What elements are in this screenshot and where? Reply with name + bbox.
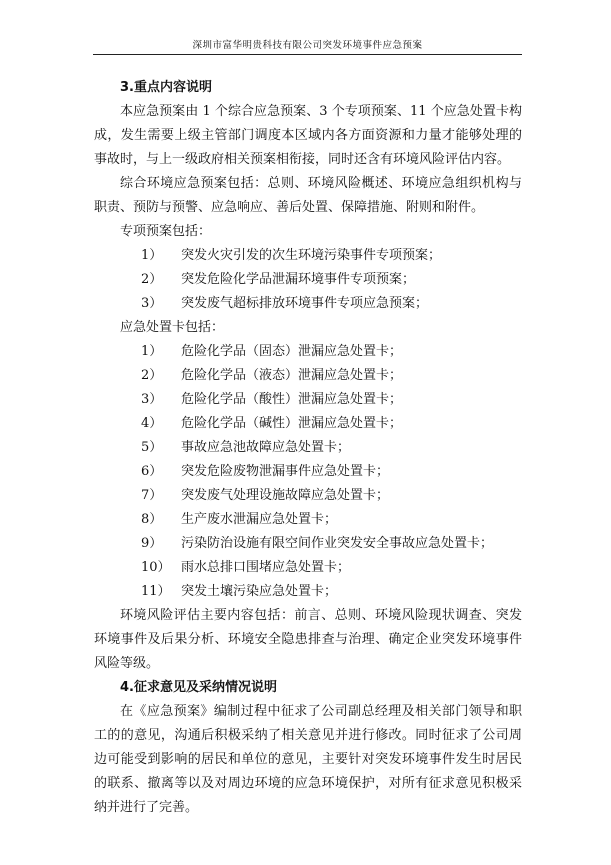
page-header: 深圳市富华明贵科技有限公司突发环境事件应急预案 [93,37,522,55]
response-card-item [94,412,522,436]
section-4-paragraph-1: 在《应急预案》编制过程中征求了公司副总经理及相关部门领导和职工的的意见，沟通后积极采纳了相关意见并进行修改。同时征求了公司周边可能受到影响的居民和单位的意见，主要针对突发环境事件发生时居民的联系、撤离等以及对周边环境的应急环境保护，对所有征求意见积极采纳并进行了完善。 [94,704,522,815]
special-plans-intro: 专项预案包括： [120,224,212,239]
list-item-number: 2） [141,368,163,383]
response-cards-list [94,340,522,604]
list-item-text: 事故应急池故障应急处置卡； [181,440,351,455]
list-item-number: 4） [141,416,163,431]
list-item-text: 危险化学品（碱性）泄漏应急处置卡； [181,416,403,431]
response-card-item [94,484,522,508]
response-card-item [94,556,522,580]
list-item-number: 9） [141,536,163,551]
list-item-text: 突发危险化学品泄漏环境事件专项预案； [181,272,416,287]
section-3-heading: 3.重点内容说明 [120,80,212,95]
response-card-item [94,364,522,388]
response-card-item [94,388,522,412]
special-plans-list [94,244,522,316]
list-item-number: 1） [141,344,163,359]
special-plan-item [94,268,522,292]
list-item-text: 污染防治设施有限空间作业突发安全事故应急处置卡； [181,536,494,551]
response-cards-intro: 应急处置卡包括： [120,320,225,335]
list-item-number: 8） [141,512,163,527]
list-item-number: 6） [141,464,163,479]
list-item-number: 5） [141,440,163,455]
response-card-item [94,580,522,604]
response-card-item [94,508,522,532]
list-item-text: 危险化学品（固态）泄漏应急处置卡； [181,344,403,359]
response-card-item [94,532,522,556]
list-item-text: 雨水总排口围堵应急处置卡； [181,560,351,575]
list-item-text: 危险化学品（酸性）泄漏应急处置卡； [181,392,403,407]
list-item-number: 3） [141,296,163,311]
page-content [94,76,522,820]
section-3-paragraph-2: 综合环境应急预案包括：总则、环境风险概述、环境应急组织机构与职责、预防与预警、应急响应、善后处置、保障措施、附则和附件。 [94,176,522,215]
list-item-number: 3） [141,392,163,407]
list-item-number: 10） [141,560,171,575]
list-item-text: 危险化学品（液态）泄漏应急处置卡； [181,368,403,383]
list-item-text: 突发土壤污染应急处置卡； [181,584,338,599]
response-card-item [94,340,522,364]
special-plan-item [94,292,522,316]
section-4-heading: 4.征求意见及采纳情况说明 [120,680,277,695]
list-item-text: 突发废气处理设施故障应急处置卡； [181,488,390,503]
section-3-paragraph-1: 本应急预案由 1 个综合应急预案、3 个专项预案、11 个应急处置卡构成，发生需要上级主管部门调度本区域内各方面资源和力量才能够处理的事故时，与上一级政府相关预案相衔接，同时还含有环境风险评估内容。 [94,104,522,167]
list-item-number: 1） [141,248,163,263]
list-item-number: 2） [141,272,163,287]
response-card-item [94,460,522,484]
list-item-text: 生产废水泄漏应急处置卡； [181,512,338,527]
list-item-text: 突发危险废物泄漏事件应急处置卡； [181,464,390,479]
list-item-number: 11） [141,584,171,599]
response-card-item [94,436,522,460]
list-item-number: 7） [141,488,163,503]
list-item-text: 突发火灾引发的次生环境污染事件专项预案； [181,248,442,263]
section-3-paragraph-3: 环境风险评估主要内容包括：前言、总则、环境风险现状调查、突发环境事件及后果分析、环境安全隐患排查与治理、确定企业突发环境事件风险等级。 [94,608,522,671]
list-item-text: 突发废气超标排放环境事件专项应急预案； [181,296,429,311]
special-plan-item [94,244,522,268]
